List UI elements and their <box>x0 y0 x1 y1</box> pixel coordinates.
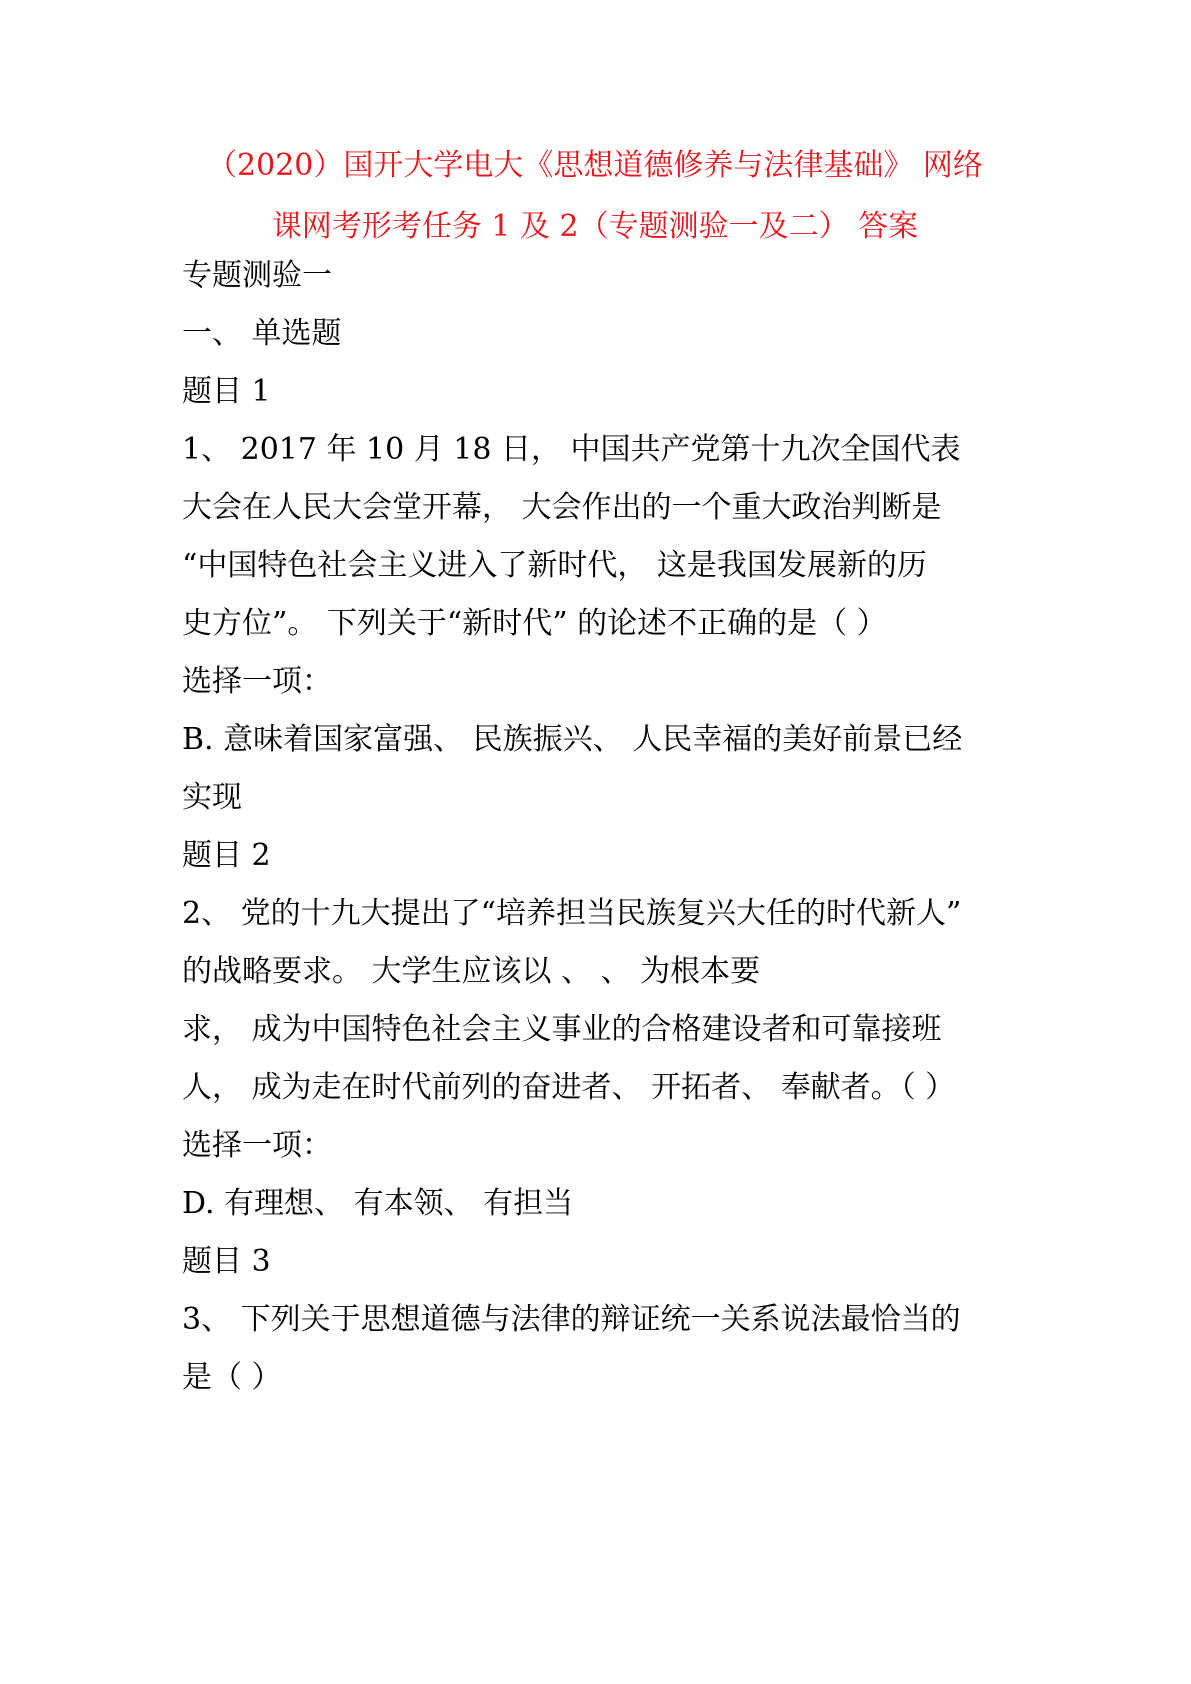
question-text-line: 史方位”。 下列关于“新时代” 的论述不正确的是（ ） <box>182 606 887 641</box>
question-text-line: 2、 党的十九大提出了“培养担当民族复兴大任的时代新人” <box>182 896 962 931</box>
question-text-line: 的战略要求。 大学生应该以 、 、 为根本要 <box>182 954 761 989</box>
question-text-line: 人， 成为走在时代前列的奋进者、 开拓者、 奉献者。（ ） <box>182 1070 956 1105</box>
document-title-line-2: 课网考形考任务 1 及 2（专题测验一及二） 答案 <box>271 209 919 244</box>
question-text-line: 3、 下列关于思想道德与法律的辩证统一关系说法最恰当的 <box>182 1302 961 1337</box>
question-text-line: 是（ ） <box>182 1360 282 1395</box>
answer-line: D. 有理想、 有本领、 有担当 <box>182 1186 574 1221</box>
question-number: 题目 1 <box>182 374 271 409</box>
question-text-line: 求， 成为中国特色社会主义事业的合格建设者和可靠接班 <box>182 1012 942 1047</box>
answer-line: B. 意味着国家富强、 民族振兴、 人民幸福的美好前景已经 <box>182 722 963 757</box>
question-type-heading: 一、 单选题 <box>182 316 342 351</box>
question-text-line: 大会在人民大会堂开幕， 大会作出的一个重大政治判断是 <box>182 490 942 525</box>
question-text-line: “中国特色社会主义进入了新时代， 这是我国发展新的历 <box>182 548 927 583</box>
choice-prompt: 选择一项： <box>182 1128 332 1163</box>
choice-prompt: 选择一项： <box>182 664 332 699</box>
answer-line: 实现 <box>182 780 242 815</box>
question-number: 题目 2 <box>182 838 271 873</box>
section-heading: 专题测验一 <box>182 258 332 293</box>
document-title-line-1: （2020）国开大学电大《思想道德修养与法律基础》 网络 <box>207 148 983 183</box>
question-number: 题目 3 <box>182 1244 271 1279</box>
question-text-line: 1、 2017 年 10 月 18 日， 中国共产党第十九次全国代表 <box>182 432 961 467</box>
